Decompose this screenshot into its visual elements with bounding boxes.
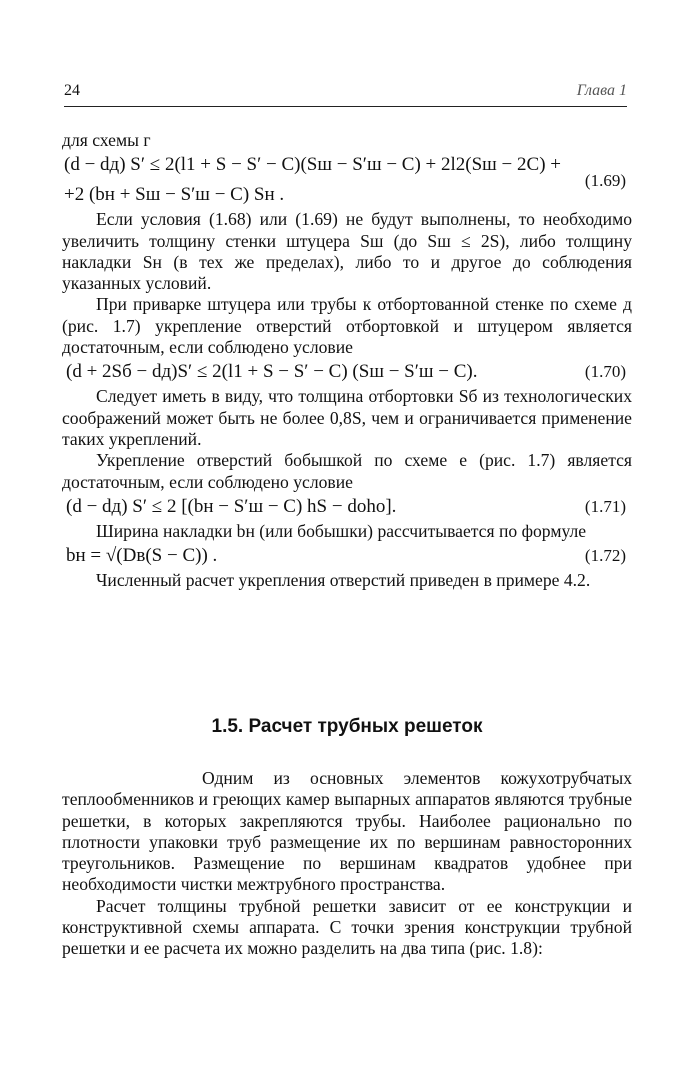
chapter-title: Глава 1 <box>576 82 627 99</box>
equation-number: (1.72) <box>584 546 626 566</box>
scheme-intro: для схемы г <box>62 130 151 150</box>
page-number: 24 <box>64 82 80 99</box>
text-block-upper <box>62 130 632 591</box>
equation-number: (1.71) <box>584 496 626 516</box>
paragraph-conditions: Если условия (1.68) или (1.69) не будут выполнены, то необходимо увеличить толщину стенки штуцера Sш (до Sш ≤ 2S), либо толщину накладки Sн (в тех же пределах), либо то и другое до соблюдения указанных условий. <box>62 209 632 294</box>
paragraph-tube-sheets: Одним из основных элементов кожухотрубчатых теплообменников и греющих камер выпарных аппаратов являются трубные решетки, в которых закрепляются трубы. Наиболее рационально по плотности упаковки труб размещение их по вершинам равносторонних треугольников. Размещение по вершинам квадратов удобнее при необходимости чистки межтрубного пространства. <box>62 768 632 895</box>
equation-1-72 <box>62 542 632 570</box>
equation-1-69 <box>62 151 632 209</box>
equation-number: (1.70) <box>584 362 626 382</box>
equation-formula: (d + 2Sб − dд)S′ ≤ 2(l1 + S − S′ − C) (Sш − S′ш − C). <box>66 361 478 383</box>
paragraph-example-ref: Численный расчет укрепления отверстий приведен в примере 4.2. <box>96 570 591 591</box>
text-block-lower <box>62 768 632 960</box>
equation-number: (1.69) <box>584 171 626 191</box>
equation-1-69-line2: +2 (bн + Sш − S′ш − C) Sн . <box>64 184 285 206</box>
running-header <box>64 82 627 107</box>
section-heading: 1.5. Расчет трубных решеток <box>211 716 483 737</box>
paragraph-tube-sheet-calc: Расчет толщины трубной решетки зависит от ее конструкции и конструктивной схемы аппарата. С точки зрения конструкции трубной решетки и ее расчета их можно разделить на два типа (рис. 1.8): <box>62 895 632 959</box>
paragraph-thickness: Следует иметь в виду, что толщина отбортовки Sб из технологических соображений может быть не более 0,8S, чем и ограничивается применение таких укреплений. <box>62 386 632 449</box>
equation-1-69-line1: (d − dд) S′ ≤ 2(l1 + S − S′ − C)(Sш − S′ш − C) + 2l2(Sш − 2C) + <box>64 154 561 176</box>
paragraph-width: Ширина накладки bн (или бобышки) рассчитывается по формуле <box>96 520 587 541</box>
equation-formula: bн = √(Dв(S − C)) . <box>66 545 218 567</box>
paragraph-otbortovka: При приварке штуцера или трубы к отбортованной стенке по схеме д (рис. 1.7) укрепление отверстий отбортовкой и штуцером является достаточным, если соблюдено условие <box>62 294 632 358</box>
equation-formula: (d − dд) S′ ≤ 2 [(bн − S′ш − C) hS − dоhо]. <box>66 495 397 517</box>
equation-1-70 <box>62 358 632 386</box>
paragraph-boss: Укрепление отверстий бобышкой по схеме е (рис. 1.7) является достаточным, если соблюдено условие <box>62 450 632 492</box>
equation-1-71 <box>62 493 632 521</box>
